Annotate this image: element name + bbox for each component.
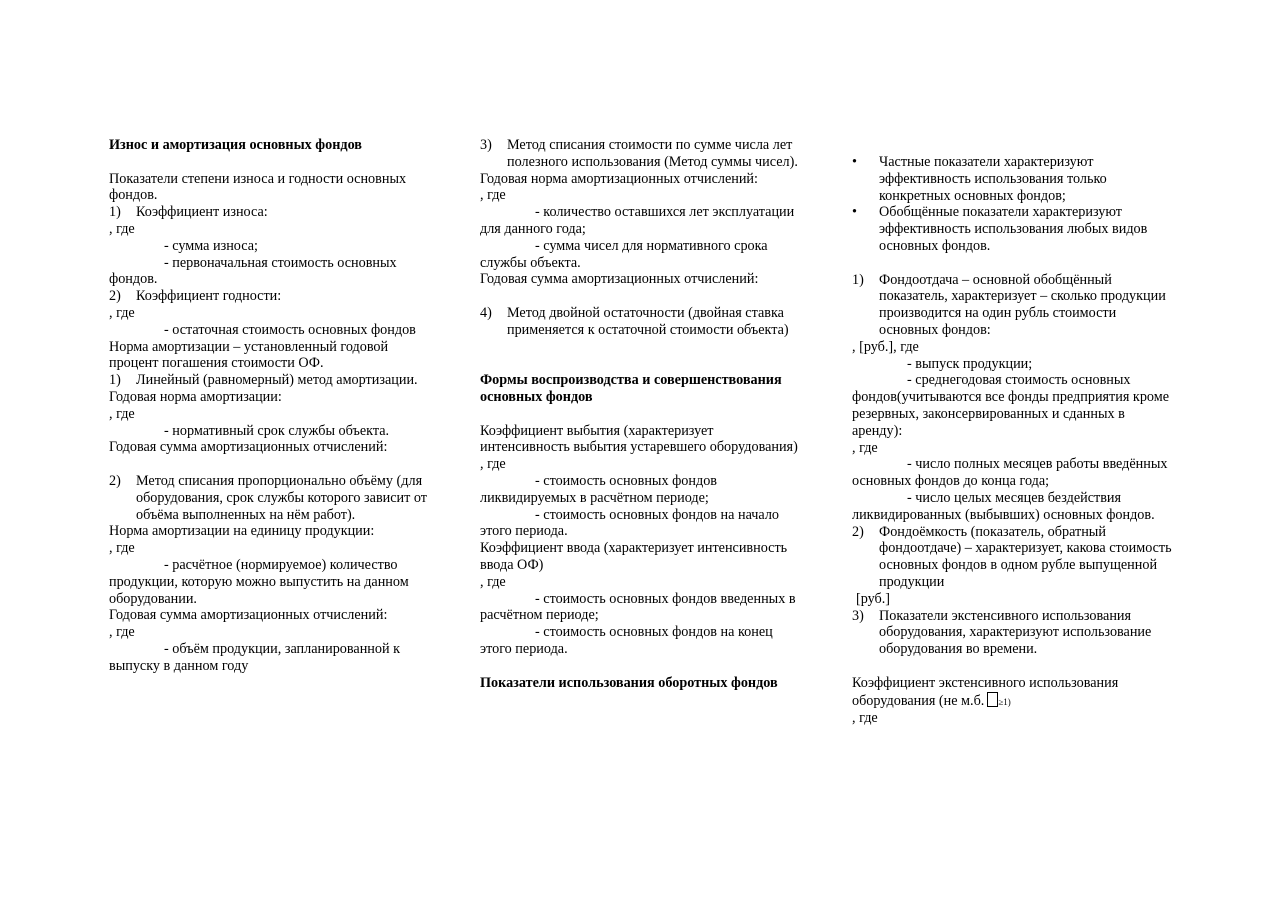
list-item: 2) Коэффициент годности: (109, 288, 282, 305)
paragraph: Коэффициент экстенсивного использования оборудования (не м.б. ≥1) (852, 674, 1119, 709)
section-title: Износ и амортизация основных фондов (109, 137, 362, 153)
formula-where: , где (109, 540, 135, 557)
definition: - сумма износа; (164, 237, 258, 254)
list-item: 1) Линейный (равномерный) метод амортизации. (109, 372, 418, 389)
paragraph: Норма амортизации – установленный годовой процент погашения стоимости ОФ. (109, 338, 389, 372)
definition: - стоимость основных фондов введенных в расчётном периоде; (480, 590, 796, 624)
column-1 (109, 137, 427, 675)
definition: - число полных месяцев работы введённых основных фондов до конца года; (852, 456, 1168, 490)
definition: - стоимость основных фондов на начало этого периода. (480, 506, 780, 540)
paragraph: Годовая сумма амортизационных отчислений: (480, 271, 759, 288)
definition: - стоимость основных фондов на конец этого периода. (480, 624, 773, 657)
definition: - расчётное (нормируемое) количество продукции, которую можно выпустить на данном оборудовании. (109, 556, 409, 607)
list-item: 3) Показатели экстенсивного использования оборудования, характеризуют использование оборудования во времени. (852, 607, 1152, 658)
formula-where: , [руб.], где (852, 338, 919, 355)
list-item: 1) Коэффициент износа: (109, 204, 268, 221)
unit-label: [руб.] (856, 590, 891, 607)
section-title: Показатели использования оборотных фондов (480, 674, 778, 691)
bullet-icon: • (852, 204, 857, 221)
definition: - объём продукции, запланированной к выпуску в данном году (109, 640, 401, 674)
paragraph: Коэффициент выбытия (характеризует интенсивность выбытия устаревшего оборудования) (480, 422, 798, 456)
paragraph: Годовая норма амортизационных отчислений: (480, 170, 758, 187)
paragraph: Годовая сумма амортизационных отчислений: (109, 439, 388, 456)
formula-where: , где (480, 456, 506, 473)
list-item: 4) Метод двойной остаточности (двойная ставка применяется к остаточной стоимости объекта) (480, 304, 789, 338)
bullet-icon: • (852, 154, 857, 170)
definition: - количество оставшихся лет эксплуатации для данного года; (480, 204, 795, 237)
list-item: 1) Фондоотдача – основной обобщённый показатель, характеризует – сколько продукции производится на один рубль стоимости основных фондов: (852, 271, 1166, 338)
definition: - стоимость основных фондов ликвидируемых в расчётном периоде; (480, 472, 717, 506)
bullet-item: • Обобщённые показатели характеризуют эффективность использования любых видов основных фондов. (852, 204, 1148, 254)
formula-glyph: ≥1) (998, 696, 1011, 707)
definition: - выпуск продукции; (907, 355, 1033, 372)
paragraph: Коэффициент ввода (характеризует интенсивность ввода ОФ) (480, 540, 788, 573)
list-item: 2) Метод списания пропорционально объёму (для оборудования, срок службы которого зависит от объёма выполненных на нём работ). (109, 472, 427, 523)
formula-where: , где (480, 573, 506, 590)
column-2 (480, 137, 802, 691)
list-item: 2) Фондоёмкость (показатель, обратный фондоотдаче) – характеризует, какова стоимость основных фондов в одном рубле выпущенной продукции (852, 523, 1172, 590)
definition: - остаточная стоимость основных фондов (164, 321, 416, 338)
section-title: Формы воспроизводства и совершенствования основных фондов (480, 372, 782, 405)
list-item: 3) Метод списания стоимости по сумме числа лет полезного использования (Метод суммы чисел). (480, 137, 798, 170)
definition: - первоначальная стоимость основных фондов. (109, 254, 397, 288)
formula-where: , где (109, 220, 135, 237)
formula-where: , где (109, 304, 135, 321)
formula-where: , где (109, 405, 135, 422)
definition: - среднегодовая стоимость основных фондов(учитываются все фонды предприятия кроме резервных, законсервированных и сданных в аренду): (852, 372, 1170, 439)
paragraph: Годовая норма амортизации: (109, 388, 282, 405)
paragraph: Годовая сумма амортизационных отчислений: (109, 607, 388, 624)
definition: - сумма чисел для нормативного срока службы объекта. (480, 237, 768, 271)
formula-where: , где (852, 439, 878, 456)
column-3 (852, 154, 1172, 727)
paragraph: Показатели степени износа и годности основных фондов. (109, 170, 407, 204)
paragraph: Норма амортизации на единицу продукции: (109, 523, 375, 540)
formula-where: , где (852, 710, 878, 727)
definition: - нормативный срок службы объекта. (164, 422, 390, 439)
formula-placeholder-icon (987, 692, 998, 707)
formula-where: , где (480, 187, 506, 204)
formula-where: , где (109, 624, 135, 641)
bullet-item: • Частные показатели характеризуют эффективность использования только конкретных основных фондов; (852, 154, 1107, 204)
definition: - число целых месяцев бездействия ликвидированных (выбывших) основных фондов. (852, 489, 1155, 523)
